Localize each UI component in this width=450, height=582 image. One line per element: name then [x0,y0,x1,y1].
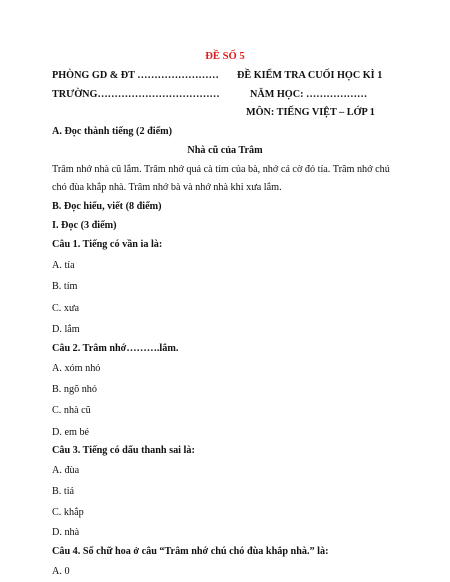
question-2-option-b: B. ngõ nhỏ [52,384,97,395]
question-1-option-b: B. tím [52,280,78,292]
question-1-option-c: C. xưa [52,302,80,314]
exam-number-title: ĐỀ SỐ 5 [205,51,245,62]
story-title: Nhà cũ của Trâm [187,145,263,157]
question-2-option-a: A. xóm nhỏ [52,362,101,374]
school-line: TRƯỜNG……………………………… [52,88,220,100]
question-3-option-c: C. khắp [52,506,84,518]
school-year-line: NĂM HỌC: ……………… [250,88,368,100]
question-2-option-d: D. em bé [52,427,90,438]
exam-name-line: ĐỀ KIỂM TRA CUỐI HỌC KÌ 1 [237,70,383,82]
question-3: Câu 3. Tiếng có dấu thanh sai là: [52,445,195,457]
question-3-option-a: A. đùa [52,465,80,477]
story-text-line-1: Trâm nhớ nhà cũ lắm. Trâm nhớ quả cà tím của bà, nhớ cá cờ đỏ tía. Trâm nhớ chú [52,163,390,175]
story-text-line-2: chó đùa khắp nhà. Trâm nhớ bà và nhớ nhà khi xưa lắm. [52,181,282,193]
subject-line: MÔN: TIẾNG VIỆT – LỚP 1 [246,106,375,118]
section-a-heading: A. Đọc thành tiếng (2 điểm) [52,126,172,137]
question-2-option-c: C. nhà cũ [52,405,91,416]
question-1-option-a: A. tía [52,259,75,271]
question-2: Câu 2. Trâm nhớ……….lắm. [52,342,179,354]
question-3-option-b: B. tiá [52,486,75,498]
question-1-option-d: D. lắm [52,323,80,335]
question-1: Câu 1. Tiếng có vần ia là: [52,239,163,251]
section-b-heading: B. Đọc hiểu, viết (8 điểm) [52,201,162,212]
question-4: Câu 4. Số chữ hoa ở câu “Trâm nhớ chú chó đùa khắp nhà.” là: [52,545,329,557]
part-1-heading: I. Đọc (3 điểm) [52,220,117,232]
department-line: PHÒNG GD & ĐT …………………… [52,70,219,82]
question-4-option-a: A. 0 [52,566,70,577]
question-3-option-d: D. nhà [52,526,80,538]
